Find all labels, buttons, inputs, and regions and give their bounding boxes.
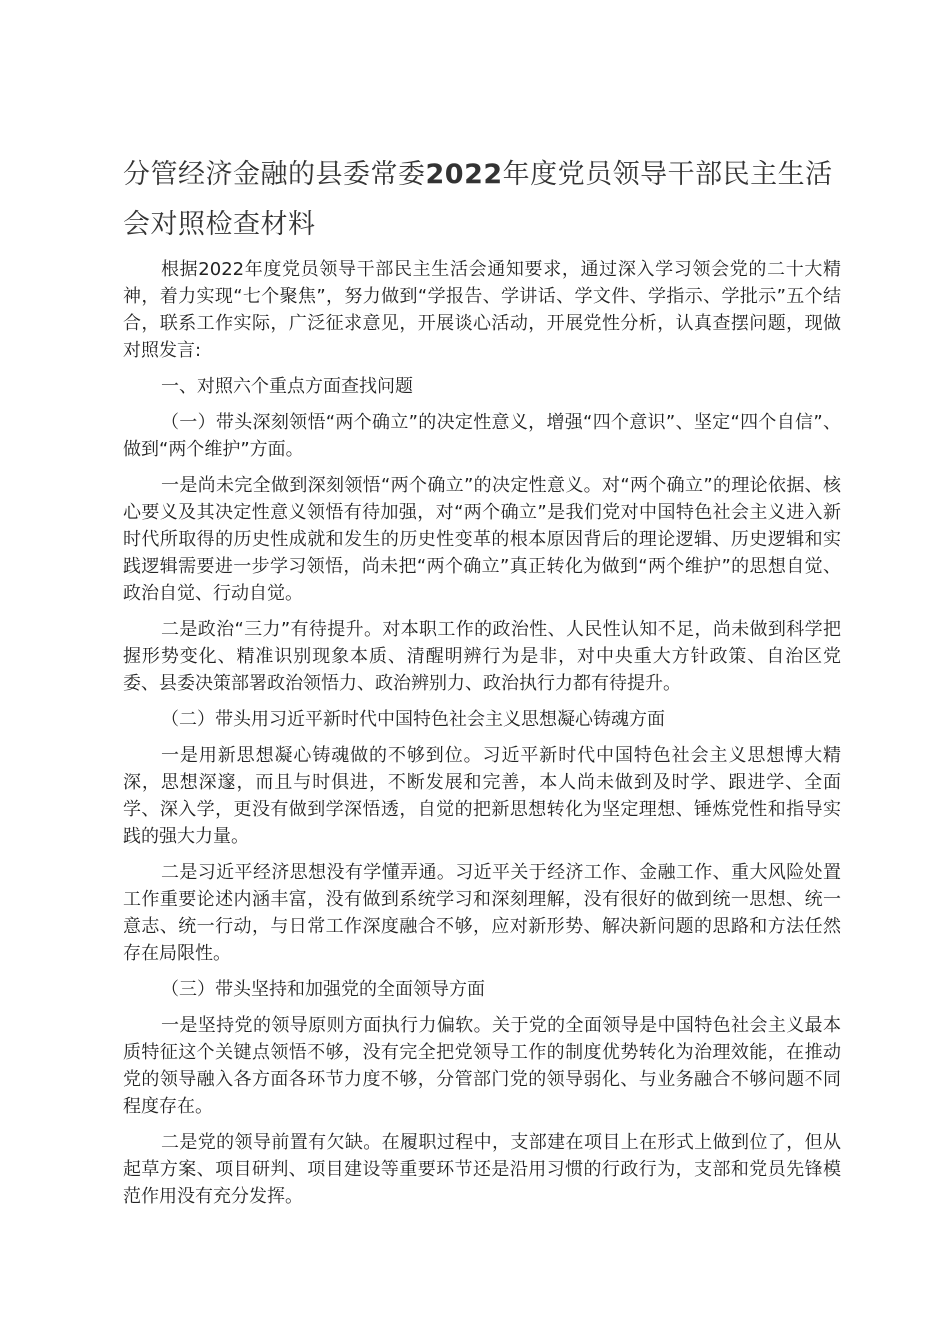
paragraph: 一是用新思想凝心铸魂做的不够到位。习近平新时代中国特色社会主义思想博大精深，思想深邃，而且与时俱进，不断发展和完善，本人尚未做到及时学、跟进学、全面学、深入学，更没有做到学深悟透，自觉的把新思想转化为坚定理想、锤炼党性和指导实践的强大力量。 bbox=[123, 745, 841, 847]
title-part-1: 分管经济金融的县委常委 bbox=[123, 159, 426, 190]
section-heading-1: 一、对照六个重点方面查找问题 bbox=[161, 376, 413, 397]
paragraph: 二是习近平经济思想没有学懂弄通。习近平关于经济工作、金融工作、重大风险处置工作重要论述内涵丰富，没有做到系统学习和深刻理解，没有很好的做到统一思想、统一意志、统一行动，与日常工作深度融合不够，应对新形势、解决新问题的思路和方法任然存在局限性。 bbox=[123, 862, 841, 964]
paragraph: 二是党的领导前置有欠缺。在履职过程中，支部建在项目上在形式上做到位了，但从起草方案、项目研判、项目建设等重要环节还是沿用习惯的行政行为，支部和党员先锋模范作用没有充分发挥。 bbox=[123, 1132, 841, 1207]
title-part-2: 年度党员领导干部民主生活会对照检查材料 bbox=[123, 159, 833, 240]
subsection-heading-3: （三）带头坚持和加强党的全面领导方面 bbox=[161, 979, 485, 1000]
document-body bbox=[123, 256, 841, 1219]
subsection-heading-1: （一）带头深刻领悟“两个确立”的决定性意义，增强“四个意识”、坚定“四个自信”、做到“两个维护”方面。 bbox=[123, 412, 841, 460]
paragraph-intro: 根据2022年度党员领导干部民主生活会通知要求，通过深入学习领会党的二十大精神，着力实现“七个聚焦”，努力做到“学报告、学讲话、学文件、学指示、学批示”五个结合，联系工作实际，广泛征求意见，开展谈心活动，开展党性分析，认真查摆问题，现做对照发言: bbox=[123, 259, 841, 361]
title-year: 2022 bbox=[425, 159, 503, 190]
paragraph: 一是尚未完全做到深刻领悟“两个确立”的决定性意义。对“两个确立”的理论依据、核心要义及其决定性意义领悟有待加强，对“两个确立”是我们党对中国特色社会主义进入新时代所取得的历史性成就和发生的历史性变革的根本原因背后的理论逻辑、历史逻辑和实践逻辑需要进一步学习领悟，尚未把“两个确立”真正转化为做到“两个维护”的思想自觉、政治自觉、行动自觉。 bbox=[123, 475, 841, 604]
paragraph: 二是政治“三力”有待提升。对本职工作的政治性、人民性认知不足，尚未做到科学把握形势变化、精准识别现象本质、清醒明辨行为是非，对中央重大方针政策、自治区党委、县委决策部署政治领悟力、政治辨别力、政治执行力都有待提升。 bbox=[123, 619, 841, 694]
paragraph: 一是坚持党的领导原则方面执行力偏软。关于党的全面领导是中国特色社会主义最本质特征这个关键点领悟不够，没有完全把党领导工作的制度优势转化为治理效能，在推动党的领导融入各方面各环节力度不够，分管部门党的领导弱化、与业务融合不够问题不同程度存在。 bbox=[123, 1015, 841, 1117]
subsection-heading-2: （二）带头用习近平新时代中国特色社会主义思想凝心铸魂方面 bbox=[161, 709, 665, 730]
document-title bbox=[123, 150, 835, 250]
